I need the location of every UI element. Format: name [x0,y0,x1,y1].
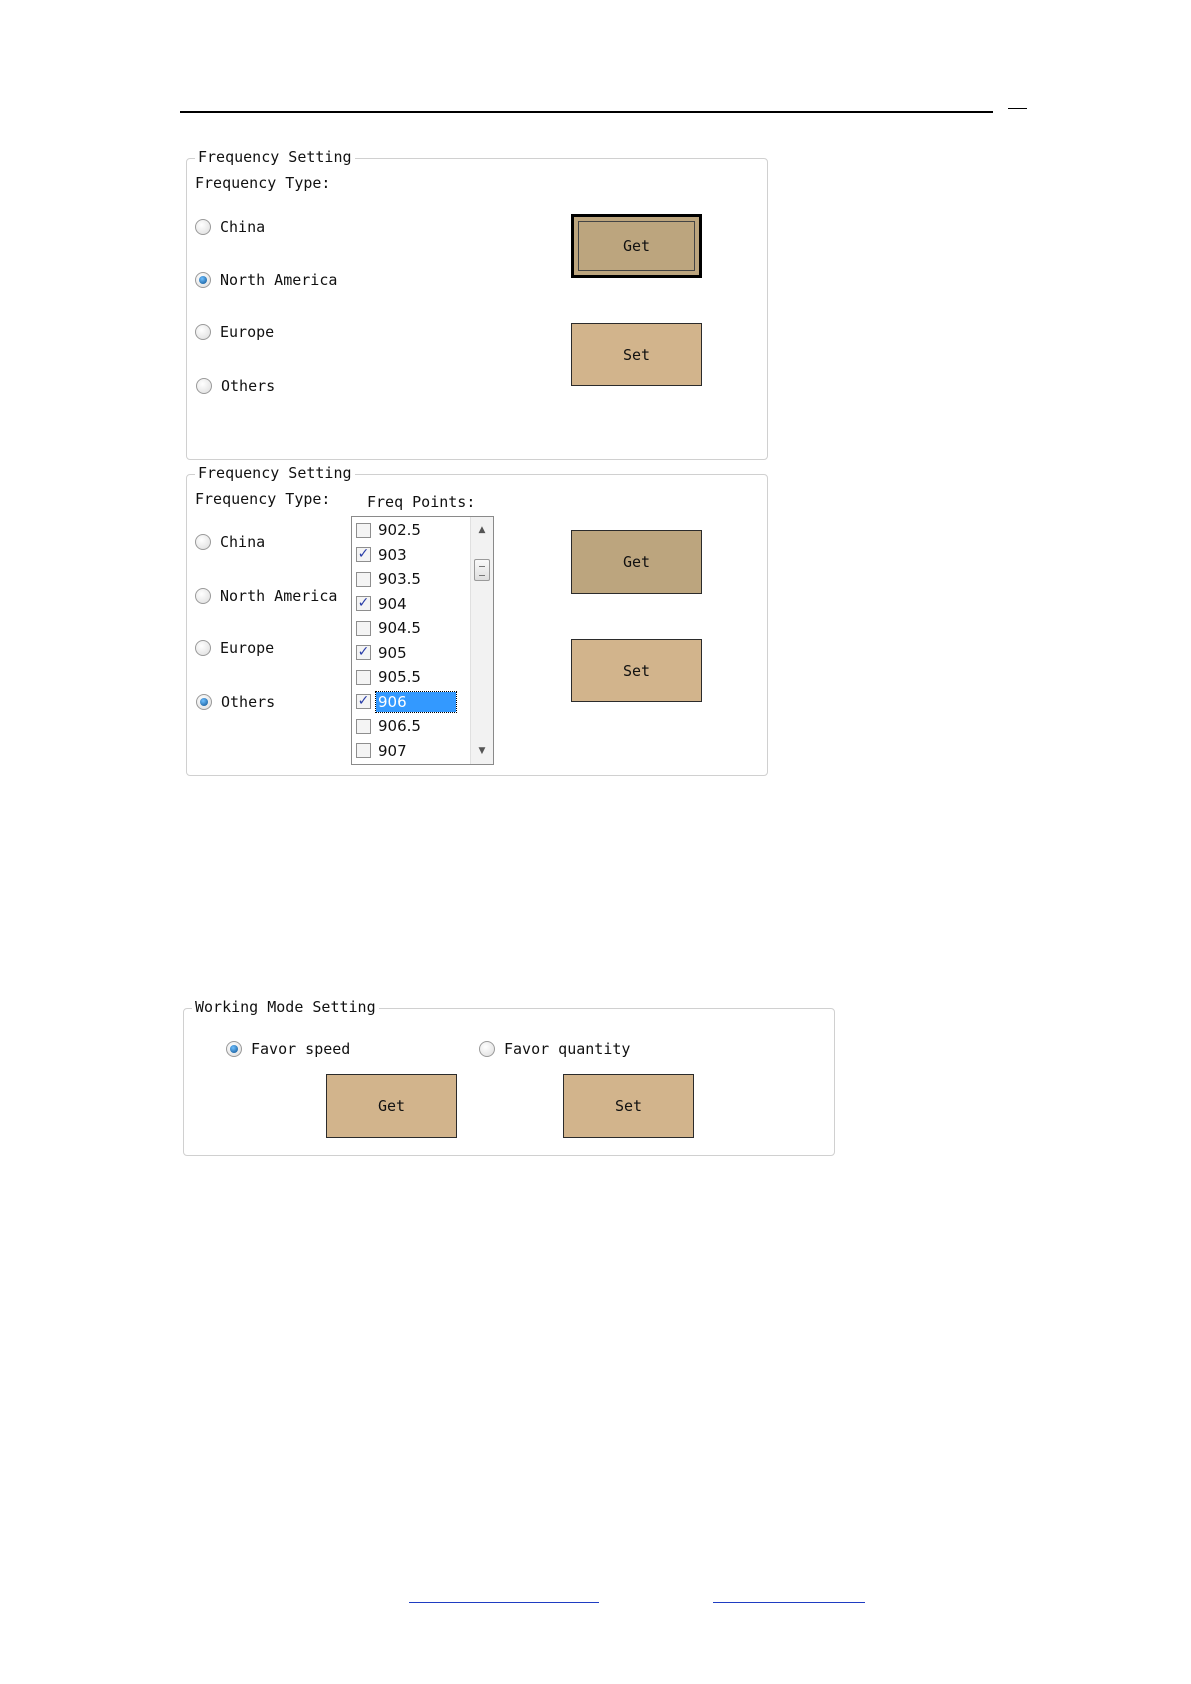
footer-link-underline-1[interactable] [409,1602,599,1603]
checkbox-checked-icon[interactable]: ✓ [357,644,370,660]
panel-legend: Frequency Setting [195,462,355,484]
radio-icon [196,378,212,394]
header-rule [180,111,993,113]
radio-label: Others [221,693,276,711]
checkbox-checked-icon[interactable]: ✓ [357,595,370,611]
freq-point-item[interactable] [356,691,456,713]
radio-china[interactable] [195,217,265,237]
freq-point-item[interactable] [356,642,409,664]
freq-point-item[interactable] [356,593,409,615]
radio-others[interactable] [196,692,275,712]
checkbox-icon[interactable] [356,719,371,734]
set-button-label: Set [614,1097,643,1115]
checkbox-icon[interactable] [356,743,371,758]
freq-point-item[interactable] [356,544,409,566]
scroll-up-arrow-icon[interactable]: ▲ [478,525,486,535]
freq-point-item[interactable] [356,715,423,737]
frequency-type-label: Frequency Type: [195,490,331,508]
radio-label: Europe [220,639,275,657]
freq-point-label: 904 [378,594,407,613]
checkbox-checked-icon[interactable]: ✓ [357,693,370,709]
freq-point-label: 905.5 [378,668,421,686]
freq-points-label: Freq Points: [367,493,476,511]
radio-selected-icon [226,1041,242,1057]
radio-label: North America [220,271,338,289]
freq-point-item[interactable] [356,740,409,762]
panel-legend: Frequency Setting [195,146,355,168]
freq-point-label: 903.5 [378,570,421,588]
radio-label: Favor speed [251,1040,351,1058]
frequency-type-label: Frequency Type: [195,174,331,192]
radio-north-america[interactable] [195,270,337,290]
freq-point-item[interactable] [356,666,423,688]
radio-favor-quantity[interactable] [479,1039,630,1059]
radio-label: China [220,533,266,551]
frequency-setting-panel-2 [186,464,768,776]
radio-icon [195,534,211,550]
scrollbar-thumb[interactable] [474,559,490,581]
footer-link-underline-2[interactable] [713,1602,865,1603]
radio-icon [195,588,211,604]
get-button-label: Get [622,237,651,255]
freq-point-label: 904.5 [378,619,421,637]
working-mode-setting-panel [183,998,835,1156]
set-button-label: Set [622,661,651,680]
radio-label: Others [221,377,276,395]
get-button[interactable] [571,530,702,594]
freq-point-label: 906 [376,692,456,712]
radio-icon [195,219,211,235]
scroll-down-arrow-icon[interactable]: ▼ [478,746,486,756]
radio-favor-speed[interactable] [226,1039,350,1059]
set-button[interactable] [563,1074,694,1138]
panel-legend: Working Mode Setting [192,996,379,1018]
set-button[interactable] [571,639,702,702]
radio-label: China [220,218,266,236]
freq-point-item[interactable] [356,519,423,541]
radio-selected-icon [196,694,212,710]
freq-point-label: 903 [378,545,407,564]
radio-others[interactable] [196,376,275,396]
freq-point-label: 905 [378,643,407,662]
radio-north-america[interactable] [195,586,337,606]
radio-label: Europe [220,323,275,341]
checkbox-checked-icon[interactable]: ✓ [357,546,370,562]
radio-label: Favor quantity [504,1040,631,1058]
get-button-label: Get [377,1097,406,1115]
set-button-label: Set [622,345,651,364]
freq-point-item[interactable] [356,568,423,590]
radio-icon [195,324,211,340]
freq-point-label: 906.5 [378,717,421,735]
listbox-scrollbar[interactable] [470,517,493,764]
set-button[interactable] [571,323,702,386]
freq-point-label: 907 [378,741,407,760]
get-button[interactable] [571,214,702,278]
checkbox-icon[interactable] [356,621,371,636]
header-rule-short [1008,108,1027,109]
checkbox-icon[interactable] [356,523,371,538]
radio-icon [479,1041,495,1057]
checkbox-icon[interactable] [356,670,371,685]
radio-selected-icon [195,272,211,288]
freq-points-listbox[interactable] [351,516,494,765]
radio-europe[interactable] [195,638,274,658]
get-button[interactable] [326,1074,457,1138]
radio-europe[interactable] [195,322,274,342]
frequency-setting-panel-1 [186,148,768,460]
freq-point-item[interactable] [356,617,423,639]
checkbox-icon[interactable] [356,572,371,587]
radio-china[interactable] [195,532,265,552]
freq-point-label: 902.5 [378,521,421,539]
radio-label: North America [220,587,338,605]
radio-icon [195,640,211,656]
get-button-label: Get [622,553,651,571]
